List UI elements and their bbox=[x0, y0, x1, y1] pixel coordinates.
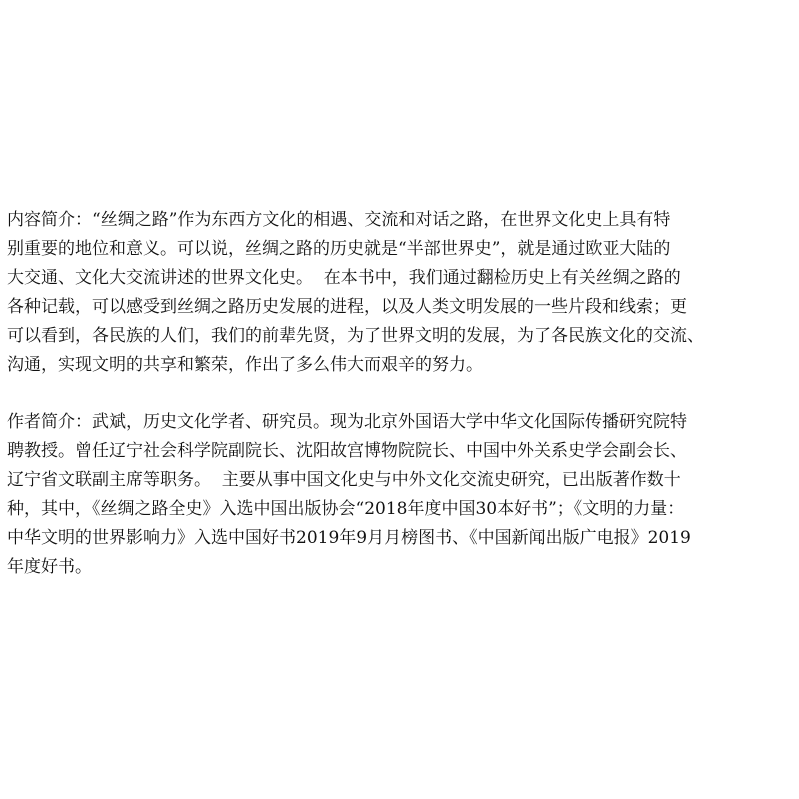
document-body bbox=[7, 206, 787, 582]
intro-line: 沟通，实现文明的共享和繁荣，作出了多么伟大而艰辛的努力。 bbox=[7, 355, 483, 375]
author-line: 年度好书。 bbox=[7, 557, 92, 577]
intro-line: 大交通、文化大交流讲述的世界文化史。 在本书中，我们通过翻检历史上有关丝绸之路的 bbox=[7, 268, 681, 288]
intro-paragraph bbox=[7, 206, 787, 380]
author-line: 作者简介：武斌，历史文化学者、研究员。现为北京外国语大学中华文化国际传播研究院特 bbox=[7, 412, 687, 432]
intro-line: 可以看到，各民族的人们，我们的前辈先贤，为了世界文明的发展，为了各民族文化的交流、 bbox=[7, 326, 704, 346]
author-line: 种，其中，《丝绸之路全史》入选中国出版协会“2018年度中国30本好书”；《文明的力量： bbox=[7, 499, 685, 519]
intro-line: 别重要的地位和意义。可以说，丝绸之路的历史就是“半部世界史”，就是通过欧亚大陆的 bbox=[7, 239, 671, 259]
intro-line: 各种记载，可以感受到丝绸之路历史发展的进程，以及人类文明发展的一些片段和线索；更 bbox=[7, 297, 687, 317]
author-line: 中华文明的世界影响力》入选中国好书2019年9月月榜图书、《中国新闻出版广电报》2019 bbox=[7, 528, 691, 548]
intro-line: 内容简介：“丝绸之路”作为东西方文化的相遇、交流和对话之路，在世界文化史上具有特 bbox=[7, 210, 671, 230]
author-line: 聘教授。曾任辽宁社会科学院副院长、沈阳故宫博物院院长、中国中外关系史学会副会长、 bbox=[7, 441, 687, 461]
author-paragraph bbox=[7, 408, 787, 582]
paragraph-spacer bbox=[7, 380, 787, 408]
author-line: 辽宁省文联副主席等职务。 主要从事中国文化史与中外文化交流史研究，已出版著作数十 bbox=[7, 470, 681, 490]
